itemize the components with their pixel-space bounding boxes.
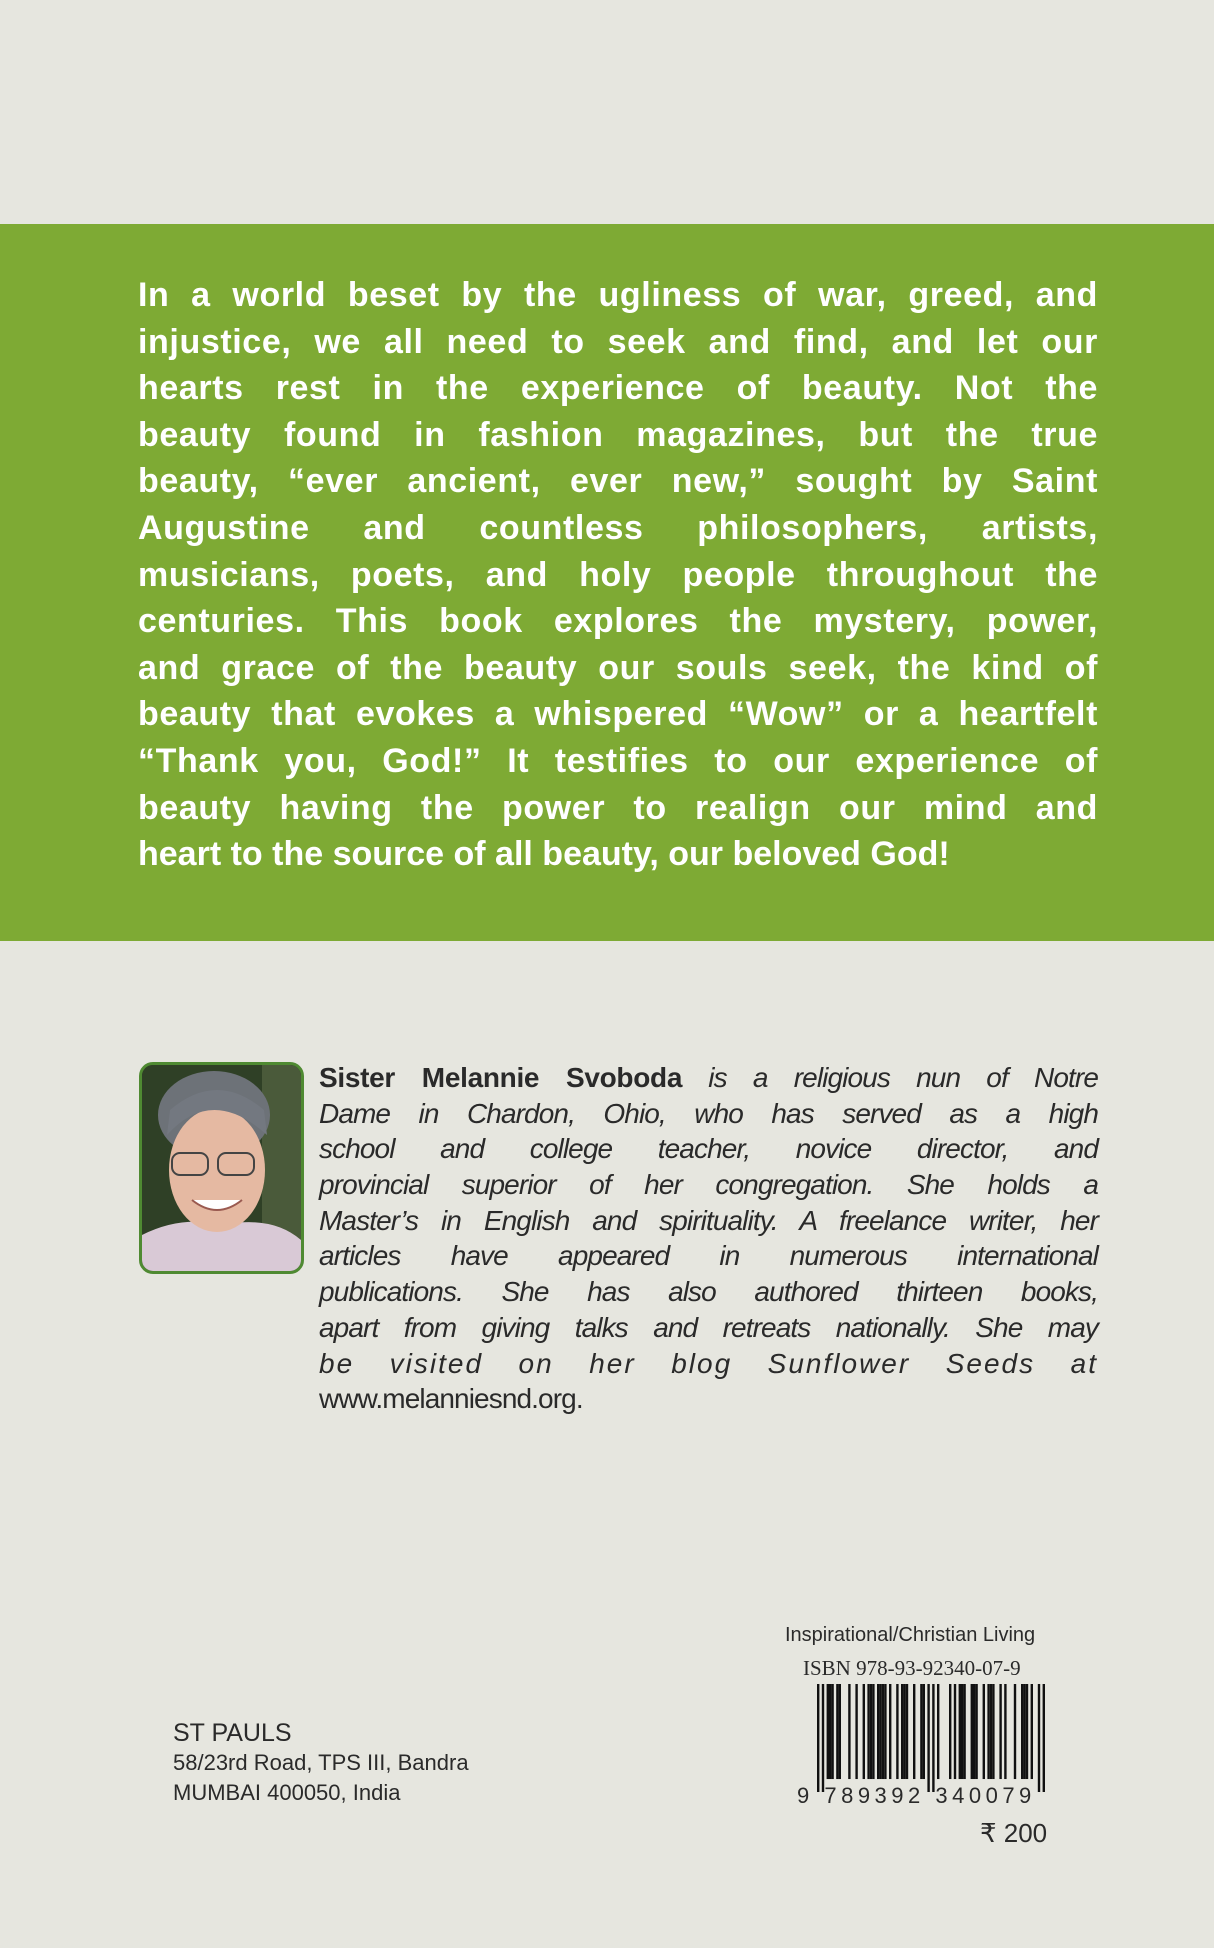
barcode-bar bbox=[839, 1684, 841, 1779]
barcode-bar bbox=[879, 1684, 881, 1779]
barcode-bar bbox=[959, 1684, 961, 1779]
barcode-bar bbox=[901, 1684, 903, 1779]
author-name: Sister Melannie Svoboda bbox=[319, 1062, 683, 1093]
barcode-bar bbox=[848, 1684, 850, 1779]
bio-line: apart from giving talks and retreats nationally. She may bbox=[319, 1311, 1098, 1343]
barcode-bar bbox=[987, 1684, 989, 1779]
barcode-bar bbox=[884, 1684, 886, 1779]
barcode-digits: 9 789392 340079 bbox=[797, 1783, 1036, 1808]
barcode-bar bbox=[877, 1684, 879, 1779]
barcode-bar bbox=[882, 1684, 884, 1779]
book-category: Inspirational/Christian Living bbox=[785, 1624, 1036, 1646]
barcode-bar bbox=[831, 1684, 833, 1779]
bio-line: articles have appeared in numerous international bbox=[319, 1240, 1098, 1272]
isbn-label: ISBN 978-93-92340-07-9 bbox=[803, 1656, 1021, 1680]
price: ₹ 200 bbox=[980, 1818, 1048, 1848]
barcode-bar bbox=[1021, 1684, 1023, 1779]
barcode-bar bbox=[949, 1684, 951, 1779]
barcode-bar bbox=[906, 1684, 908, 1779]
barcode-bar bbox=[870, 1684, 872, 1779]
barcode-bar bbox=[927, 1684, 929, 1792]
bio-line: Dame in Chardon, Ohio, who has served as a high bbox=[319, 1097, 1098, 1129]
barcode-bar bbox=[896, 1684, 898, 1779]
bio-line: provincial superior of her congregation. She holds a bbox=[319, 1169, 1098, 1201]
barcode-bar bbox=[983, 1684, 985, 1779]
barcode-bar bbox=[889, 1684, 891, 1779]
barcode-bar bbox=[932, 1684, 934, 1792]
barcode-bar bbox=[954, 1684, 956, 1779]
blurb-line: Augustine and countless philosophers, artists, bbox=[138, 508, 1098, 547]
author-website: www.melanniesnd.org. bbox=[319, 1383, 583, 1415]
blurb-line: injustice, we all need to seek and find, and let our bbox=[138, 322, 1098, 361]
barcode-bar bbox=[903, 1684, 905, 1779]
blurb-line: In a world beset by the ugliness of war, greed, and bbox=[138, 276, 1098, 314]
barcode-bar bbox=[855, 1684, 857, 1779]
barcode-bar bbox=[1026, 1684, 1028, 1779]
barcode-bar bbox=[1023, 1684, 1025, 1779]
blurb-line: heart to the source of all beauty, our beloved God! bbox=[138, 835, 950, 874]
barcode-bar bbox=[923, 1684, 925, 1779]
blurb-line: centuries. This book explores the mystery, power, bbox=[138, 602, 1098, 641]
bio-line: school and college teacher, novice director, and bbox=[319, 1133, 1098, 1165]
barcode-bar bbox=[836, 1684, 838, 1779]
barcode-bar bbox=[913, 1684, 915, 1779]
barcode bbox=[817, 1684, 1045, 1792]
author-bio bbox=[319, 1060, 1098, 1417]
barcode-bar bbox=[1004, 1684, 1006, 1779]
barcode-bar bbox=[990, 1684, 992, 1779]
blurb-line: beauty having the power to realign our mind and bbox=[138, 788, 1098, 827]
barcode-bar bbox=[1043, 1684, 1045, 1792]
barcode-bar bbox=[937, 1684, 939, 1779]
publisher-address-2: MUMBAI 400050, India bbox=[173, 1780, 401, 1805]
barcode-bar bbox=[1014, 1684, 1016, 1779]
blurb-line: and grace of the beauty our souls seek, the kind of bbox=[138, 648, 1098, 687]
publisher-info bbox=[173, 1718, 469, 1808]
publisher-name: ST PAULS bbox=[173, 1719, 292, 1747]
bio-line: publications. She has also authored thirteen books, bbox=[319, 1276, 1098, 1308]
author-photo bbox=[139, 1062, 304, 1274]
blurb-line: musicians, poets, and holy people throughout the bbox=[138, 555, 1098, 594]
barcode-bar bbox=[920, 1684, 922, 1779]
barcode-bar bbox=[971, 1684, 973, 1779]
bio-line: Master’s in English and spirituality. A freelance writer, her bbox=[319, 1204, 1098, 1236]
blurb-line: beauty found in fashion magazines, but the true bbox=[138, 415, 1098, 454]
barcode-bar bbox=[867, 1684, 869, 1779]
barcode-bar bbox=[1038, 1684, 1040, 1792]
barcode-bar bbox=[863, 1684, 865, 1779]
barcode-bar bbox=[999, 1684, 1001, 1779]
blurb-line: hearts rest in the experience of beauty. Not the bbox=[138, 369, 1098, 408]
barcode-bar bbox=[817, 1684, 819, 1792]
blurb-line: beauty, “ever ancient, ever new,” sought by Saint bbox=[138, 462, 1098, 501]
barcode-bar bbox=[829, 1684, 831, 1779]
publisher-address-1: 58/23rd Road, TPS III, Bandra bbox=[173, 1750, 469, 1775]
barcode-bar bbox=[963, 1684, 965, 1779]
blurb-line: beauty that evokes a whispered “Wow” or a heartfelt bbox=[138, 695, 1098, 734]
barcode-bar bbox=[1031, 1684, 1033, 1779]
bio-line: be visited on her blog Sunflower Seeds at bbox=[319, 1347, 1098, 1379]
blurb-line: “Thank you, God!” It testifies to our experience of bbox=[138, 741, 1098, 780]
barcode-bar bbox=[973, 1684, 975, 1779]
barcode-bar bbox=[992, 1684, 994, 1779]
book-blurb bbox=[138, 272, 1098, 878]
barcode-bar bbox=[975, 1684, 977, 1779]
barcode-bar bbox=[827, 1684, 829, 1779]
barcode-bar bbox=[822, 1684, 824, 1792]
barcode-bar bbox=[961, 1684, 963, 1779]
barcode-bar bbox=[872, 1684, 874, 1779]
bio-line: Sister Melannie Svoboda is a religious nun of Notre bbox=[319, 1062, 1098, 1093]
